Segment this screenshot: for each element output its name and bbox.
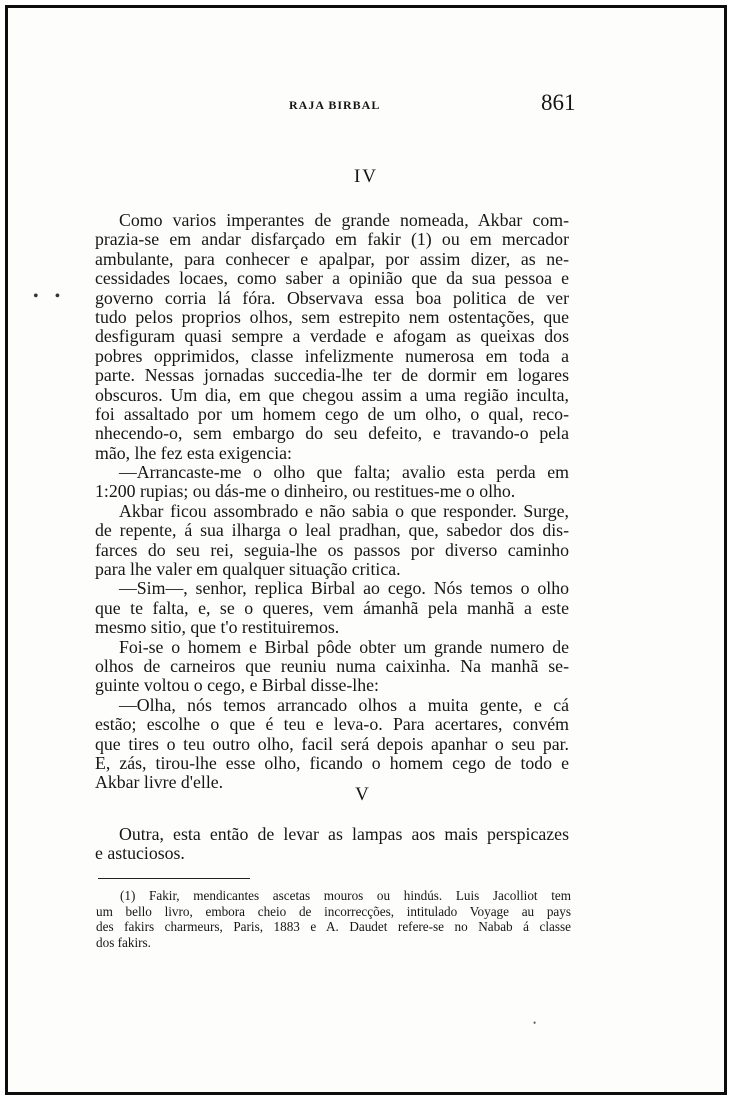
text-line: parte. Nessas jornadas succedia-lhe ter de dormir em logares bbox=[95, 366, 569, 386]
page-header bbox=[8, 90, 730, 120]
text-line: que te falta, e, se o queres, vem ámanhã pela manhã a este bbox=[95, 598, 569, 618]
footnote bbox=[96, 888, 571, 950]
footnote-divider bbox=[98, 878, 250, 879]
text-line: governo corria lá fóra. Observava essa boa politica de ver bbox=[95, 288, 569, 308]
text-line: ambulante, para conhecer e apalpar, por assim dizer, as ne- bbox=[95, 249, 569, 269]
text-line: prazia-se em andar disfarçado em fakir (1) ou em mercador bbox=[95, 230, 569, 250]
text-line: —Sim—, senhor, replica Birbal ao cego. Nós temos o olho bbox=[119, 579, 569, 599]
text-line: tudo pelos proprios olhos, sem estrepito nem ostentações, que bbox=[95, 307, 569, 327]
page-number: 861 bbox=[541, 90, 576, 115]
text-line: obscuros. Um dia, em que chegou assim a uma região inculta, bbox=[95, 385, 569, 405]
text-line: e astuciosos. bbox=[95, 844, 185, 864]
text-line: —Arrancaste-me o olho que falta; avalio esta perda em bbox=[119, 463, 569, 483]
speck-mark: • bbox=[533, 1018, 537, 1028]
section-heading-iv: IV bbox=[353, 166, 379, 187]
text-line: Akbar livre d'elle. bbox=[95, 773, 224, 793]
text-line: pobres opprimidos, classe infelizmente numerosa em toda a bbox=[95, 346, 569, 366]
text-line: foi assaltado por um homem cego de um olho, o qual, reco- bbox=[95, 404, 569, 424]
section-v-body bbox=[95, 825, 569, 864]
text-line: —Olha, nós temos arrancado olhos a muita gente, e cá bbox=[119, 695, 569, 715]
text-line: farces do seu rei, seguia-lhe os passos por diverso caminho bbox=[95, 540, 569, 560]
text-line: para lhe valer em qualquer situação critica. bbox=[95, 560, 401, 580]
running-title: RAJA BIRBAL bbox=[289, 98, 381, 112]
text-line: que tires o teu outro olho, facil será depois apanhar o seu par. bbox=[95, 734, 569, 754]
text-line: mesmo sitio, que t'o restituiremos. bbox=[95, 618, 340, 638]
text-line: guinte voltou o cego, e Birbal disse-lhe: bbox=[95, 676, 379, 696]
text-line: Outra, esta então de levar as lampas aos mais perspicazes bbox=[119, 825, 569, 844]
text-line: desfiguram quasi sempre a verdade e afogam as queixas dos bbox=[95, 327, 569, 347]
text-line: 1:200 rupias; ou dás-me o dinheiro, ou restitues-me o olho. bbox=[95, 482, 516, 502]
text-line: Foi-se o homem e Birbal pôde obter um grande numero de bbox=[119, 637, 569, 657]
margin-dots: • • bbox=[33, 288, 67, 305]
section-iv-body bbox=[95, 211, 569, 793]
footnote-line: (1) Fakir, mendicantes ascetas mouros ou hindús. Luis Jacolliot tem bbox=[120, 888, 571, 903]
text-line: Como varios imperantes de grande nomeada, Akbar com- bbox=[119, 211, 569, 230]
text-line: olhos de carneiros que reuniu numa caixinha. Na manhã se- bbox=[95, 656, 569, 676]
text-line: de repente, á sua ilharga o leal pradhan, que, sabedor dos dis- bbox=[95, 521, 569, 541]
footnote-line: dos fakirs. bbox=[96, 934, 151, 950]
text-line: estão; escolhe o que é teu e leva-o. Para acertares, convém bbox=[95, 715, 569, 735]
section-heading-v: V bbox=[355, 784, 371, 805]
text-line: mão, lhe fez esta exigencia: bbox=[95, 443, 292, 463]
footnote-line: des fakirs charmeurs, Paris, 1883 e A. Daudet refere-se no Nabab á classe bbox=[96, 919, 571, 935]
footnote-line: um bello livro, embora cheio de incorrecções, intitulado Voyage au pays bbox=[96, 903, 571, 919]
text-line: Akbar ficou assombrado e não sabia o que responder. Surge, bbox=[119, 501, 569, 521]
book-page bbox=[5, 5, 727, 1095]
text-line: nhecendo-o, sem embargo do seu defeito, e travando-o pela bbox=[95, 424, 569, 444]
text-line: cessidades locaes, como saber a opinião que da sua pessoa e bbox=[95, 269, 569, 289]
text-line: E, zás, tirou-lhe esse olho, ficando o homem cego de todo e bbox=[95, 753, 569, 773]
